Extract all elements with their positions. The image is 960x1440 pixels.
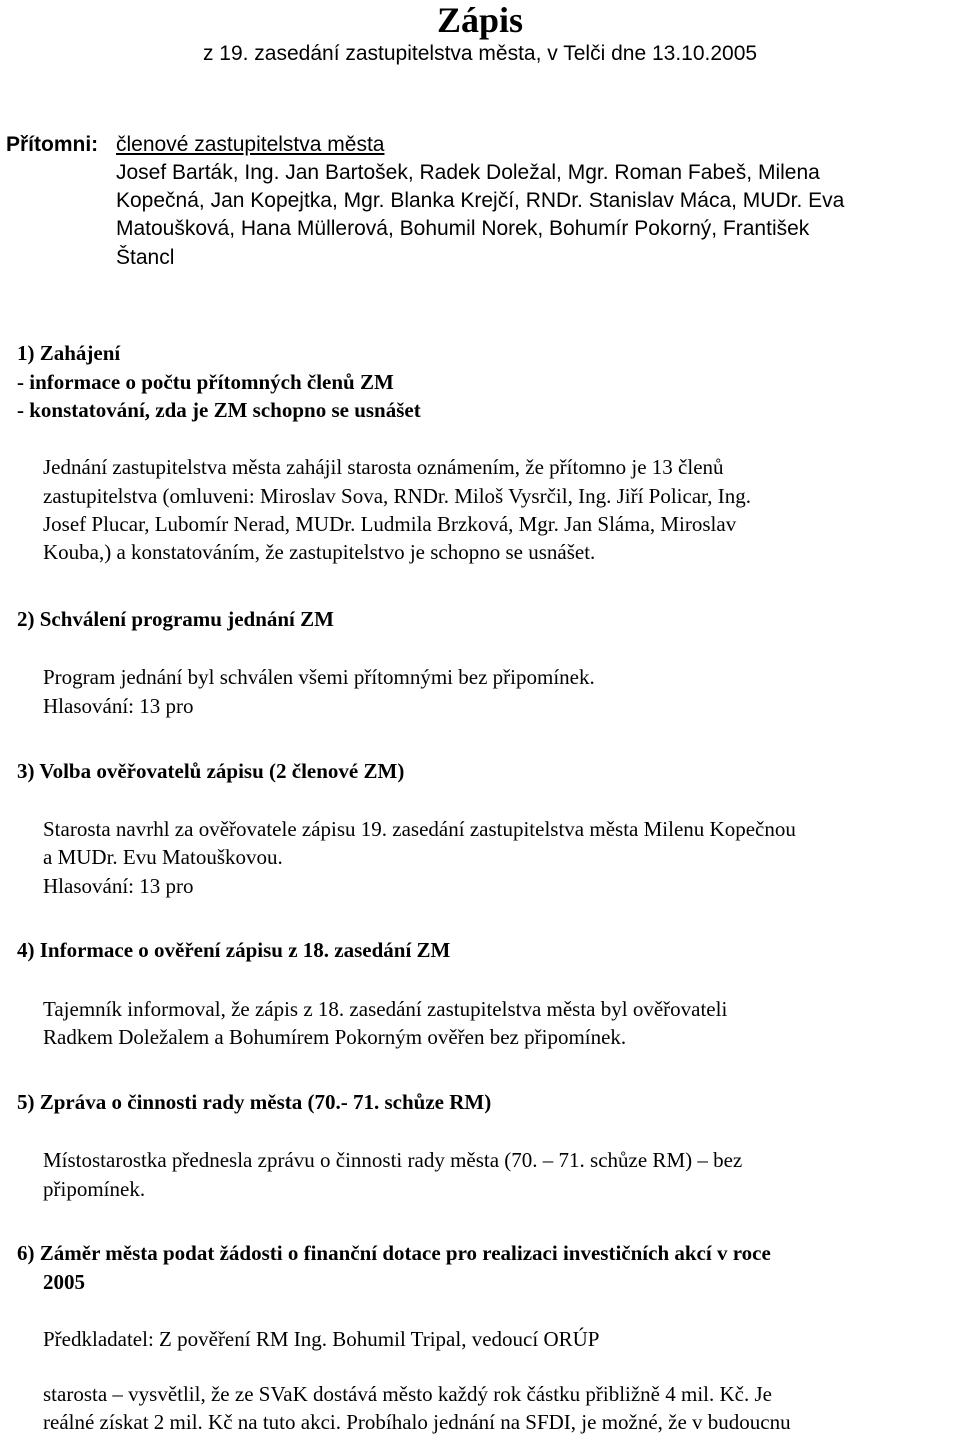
section-4-body-line: Radkem Doležalem a Bohumírem Pokorným ověřen bez připomínek. (43, 1025, 627, 1049)
attendance-line: Josef Barták, Ing. Jan Bartošek, Radek Doležal, Mgr. Roman Fabeš, Milena (116, 161, 820, 184)
section-1-body-line: Kouba,) a konstatováním, že zastupitelstvo je schopno se usnášet. (43, 540, 596, 564)
attendance-line: Matoušková, Hana Müllerová, Bohumil Norek, Bohumír Pokorný, František (116, 217, 810, 240)
attendance-line: Kopečná, Jan Kopejtka, Mgr. Blanka Krejčí, RNDr. Stanislav Máca, MUDr. Eva (116, 189, 845, 212)
section-6-heading: 6) Záměr města podat žádosti o finanční dotace pro realizaci investičních akcí v roce (17, 1241, 771, 1265)
section-1-body-line: Jednání zastupitelstva města zahájil starosta oznámením, že přítomno je 13 členů (43, 455, 724, 479)
section-2-body-line: Program jednání byl schválen všemi přítomnými bez připomínek. (43, 665, 595, 689)
attendance-line: Štancl (116, 246, 175, 269)
section-3-body-line: a MUDr. Evu Matouškovou. (43, 845, 283, 869)
section-1-body-line: Josef Plucar, Lubomír Nerad, MUDr. Ludmila Brzková, Mgr. Jan Sláma, Miroslav (43, 512, 737, 536)
document-title: Zápis (436, 0, 524, 40)
section-6-body-line: starosta – vysvětlil, že ze SVaK dostává město každý rok částku přibližně 4 mil. Kč. Je (43, 1382, 772, 1406)
attendance-label: Přítomni: (6, 133, 99, 156)
attendance-group: členové zastupitelstva města (116, 133, 385, 156)
section-1-item: - informace o počtu přítomných členů ZM (17, 370, 394, 394)
section-1-body-line: zastupitelstva (omluveni: Miroslav Sova, RNDr. Miloš Vysrčil, Ing. Jiří Policar, Ing. (43, 484, 752, 508)
section-3-heading: 3) Volba ověřovatelů zápisu (2 členové ZM) (17, 759, 405, 783)
section-5-body-line: připomínek. (43, 1177, 146, 1201)
section-3-vote: Hlasování: 13 pro (43, 874, 194, 898)
section-1-heading: 1) Zahájení (17, 341, 121, 365)
section-6-presenter: Předkladatel: Z pověření RM Ing. Bohumil Tripal, vedoucí ORÚP (43, 1327, 600, 1351)
section-4-heading: 4) Informace o ověření zápisu z 18. zasedání ZM (17, 938, 451, 962)
section-5-heading: 5) Zpráva o činnosti rady města (70.- 71. schůze RM) (17, 1090, 492, 1114)
section-3-body-line: Starosta navrhl za ověřovatele zápisu 19. zasedání zastupitelstva města Milenu Kopečnou (43, 817, 796, 841)
section-6-heading-cont: 2005 (43, 1270, 85, 1294)
section-2-heading: 2) Schválení programu jednání ZM (17, 607, 334, 631)
section-4-body-line: Tajemník informoval, že zápis z 18. zasedání zastupitelstva města byl ověřovateli (43, 997, 728, 1021)
section-2-vote: Hlasování: 13 pro (43, 694, 194, 718)
section-5-body-line: Místostarostka přednesla zprávu o činnosti rady města (70. – 71. schůze RM) – bez (43, 1148, 743, 1172)
document-subtitle: z 19. zasedání zastupitelstva města, v Telči dne 13.10.2005 (202, 42, 758, 65)
section-6-body-line: reálné získat 2 mil. Kč na tuto akci. Probíhalo jednání na SFDI, je možné, že v budoucnu (43, 1410, 791, 1434)
section-1-item: - konstatování, zda je ZM schopno se usnášet (17, 398, 421, 422)
